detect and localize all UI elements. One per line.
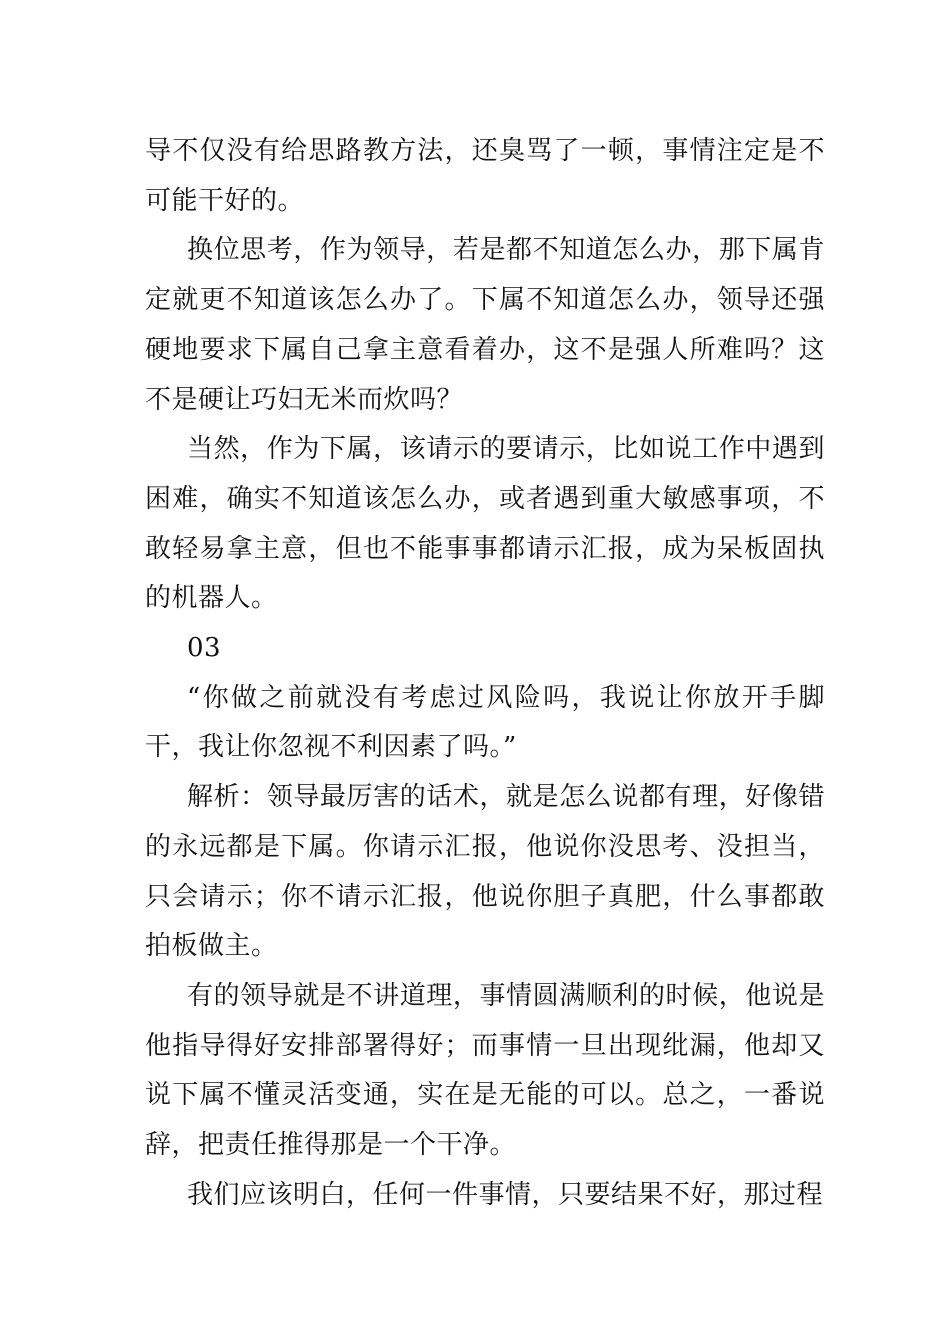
paragraph-quote: “你做之前就没有考虑过风险吗，我说让你放开手脚干，我让你忽视不利因素了吗。” <box>145 682 825 763</box>
paragraph-continuation: 导不仅没有给思路教方法，还臭骂了一顿，事情注定是不可能干好的。 <box>145 136 825 216</box>
paragraph-conclusion: 我们应该明白，任何一件事情，只要结果不好，那过程 <box>187 1179 824 1210</box>
section-number: 03 <box>187 633 222 664</box>
document-body <box>145 127 825 1220</box>
paragraph-unreasonable-leader: 有的领导就是不讲道理，事情圆满顺利的时候，他说是他指导得好安排部署得好；而事情一旦出现纰漏，他却又说下属不懂灵活变通，实在是无能的可以。总之，一番说辞，把责任推得那是一个干净。 <box>145 980 825 1161</box>
paragraph-analysis: 解析：领导最厉害的话术，就是怎么说都有理，好像错的永远都是下属。你请示汇报，他说你没思考、没担当，只会请示；你不请示汇报，他说你胆子真肥，什么事都敢拍板做主。 <box>145 782 825 962</box>
paragraph-perspective: 换位思考，作为领导，若是都不知道怎么办，那下属肯定就更不知道该怎么办了。下属不知道怎么办，领导还强硬地要求下属自己拿主意看着办，这不是强人所难吗？这不是硬让巧妇无米而炊吗？ <box>145 235 825 415</box>
paragraph-subordinate: 当然，作为下属，该请示的要请示，比如说工作中遇到困难，确实不知道该怎么办，或者遇到重大敏感事项，不敢轻易拿主意，但也不能事事都请示汇报，成为呆板固执的机器人。 <box>145 434 825 614</box>
